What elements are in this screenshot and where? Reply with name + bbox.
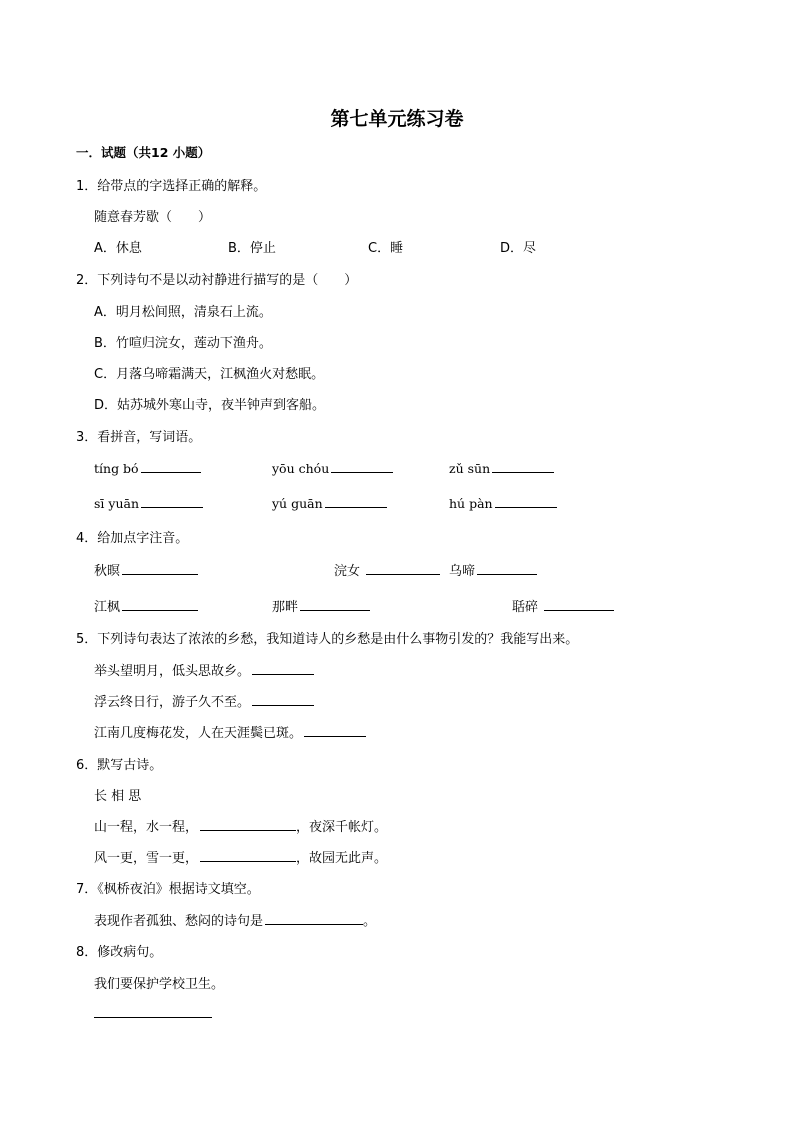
answer-blank[interactable] (300, 597, 370, 611)
answer-blank[interactable] (141, 494, 203, 508)
word-label: 聒碎 (512, 600, 539, 615)
q2-option-d: D．姑苏城外寒山寺，夜半钟声到客船。 (94, 398, 326, 413)
poem-title: 长 相 思 (94, 789, 142, 804)
word-label: 浣女 (334, 564, 361, 579)
pinyin-label: hú pàn (449, 496, 493, 511)
q2-option-a: A．明月松间照，清泉石上流。 (94, 305, 272, 320)
q2-option-b: B．竹喧归浣女，莲动下渔舟。 (94, 336, 272, 351)
q7-prompt-line (94, 910, 376, 929)
answer-blank[interactable] (492, 459, 554, 473)
prompt-text: 表现作者孤独、愁闷的诗句是 (94, 914, 264, 929)
poem-line: 江南几度梅花发，人在天涯鬓已斑。 (94, 726, 303, 741)
q6-stem: 6．默写古诗。 (76, 758, 163, 773)
q3-item (449, 459, 554, 476)
q4-item (449, 560, 537, 579)
q5-line (94, 691, 314, 710)
q1-option-c: C．睡 (368, 241, 404, 256)
q1-stem: 1．给带点的字选择正确的解释。 (76, 179, 267, 194)
q3-stem: 3．看拼音，写词语。 (76, 430, 202, 445)
q3-item (272, 494, 387, 511)
q5-line (94, 722, 366, 741)
q8-sentence: 我们要保护学校卫生。 (94, 977, 225, 992)
pinyin-label: zǔ sūn (449, 461, 491, 476)
q2-option-c: C．月落乌啼霜满天，江枫渔火对愁眠。 (94, 367, 325, 382)
pinyin-label: yú guān (272, 496, 323, 511)
q3-item (272, 459, 393, 476)
q6-line (94, 816, 387, 835)
q5-stem: 5．下列诗句表达了浓浓的乡愁，我知道诗人的乡愁是由什么事物引发的？我能写出来。 (76, 632, 579, 647)
q7-stem: 7．《枫桥夜泊》根据诗文填空。 (76, 882, 260, 897)
poem-line: 风一更，雪一更， (94, 851, 199, 866)
q4-item (94, 560, 198, 579)
poem-line: ，故园无此声。 (296, 851, 388, 866)
q1-option-b: B．停止 (228, 241, 276, 256)
answer-blank[interactable] (252, 692, 314, 706)
answer-blank[interactable] (544, 597, 614, 611)
section-heading: 一．试题（共12 小题） (76, 145, 211, 160)
q3-item (449, 494, 557, 511)
q3-item (94, 459, 201, 476)
page-title: 第七单元练习卷 (330, 108, 464, 130)
answer-blank[interactable] (141, 459, 201, 473)
q1-option-d: D．尽 (500, 241, 537, 256)
pinyin-label: yōu chóu (272, 461, 330, 476)
q4-item (334, 560, 440, 579)
q5-line (94, 660, 314, 679)
answer-blank[interactable] (325, 494, 387, 508)
answer-blank[interactable] (94, 1003, 212, 1018)
q2-stem: 2．下列诗句不是以动衬静进行描写的是（ ） (76, 273, 358, 288)
word-label: 乌啼 (449, 564, 476, 579)
answer-blank[interactable] (477, 561, 537, 575)
answer-blank[interactable] (304, 723, 366, 737)
q4-stem: 4．给加点字注音。 (76, 531, 189, 546)
pinyin-label: tíng bó (94, 461, 139, 476)
q4-item (512, 596, 614, 615)
punctuation: 。 (363, 914, 377, 929)
answer-blank[interactable] (366, 561, 440, 575)
poem-line: 浮云终日行，游子久不至。 (94, 695, 251, 710)
q1-option-a: A．休息 (94, 241, 142, 256)
answer-blank[interactable] (495, 494, 557, 508)
poem-line: 举头望明月，低头思故乡。 (94, 664, 251, 679)
word-label: 秋暝 (94, 564, 121, 579)
answer-blank[interactable] (200, 817, 296, 831)
q8-stem: 8．修改病句。 (76, 945, 163, 960)
answer-blank[interactable] (265, 911, 363, 925)
answer-blank[interactable] (252, 661, 314, 675)
q3-item (94, 494, 203, 511)
answer-blank[interactable] (122, 597, 198, 611)
word-label: 江枫 (94, 600, 121, 615)
answer-blank[interactable] (331, 459, 393, 473)
q1-phrase: 随意春芳歇（ ） (94, 210, 212, 225)
pinyin-label: sī yuān (94, 496, 140, 511)
q4-item (272, 596, 370, 615)
q4-item (94, 596, 198, 615)
q6-line (94, 847, 387, 866)
answer-blank[interactable] (122, 561, 198, 575)
answer-blank[interactable] (200, 848, 296, 862)
word-label: 那畔 (272, 600, 299, 615)
poem-line: ，夜深千帐灯。 (296, 820, 388, 835)
poem-line: 山一程，水一程， (94, 820, 199, 835)
